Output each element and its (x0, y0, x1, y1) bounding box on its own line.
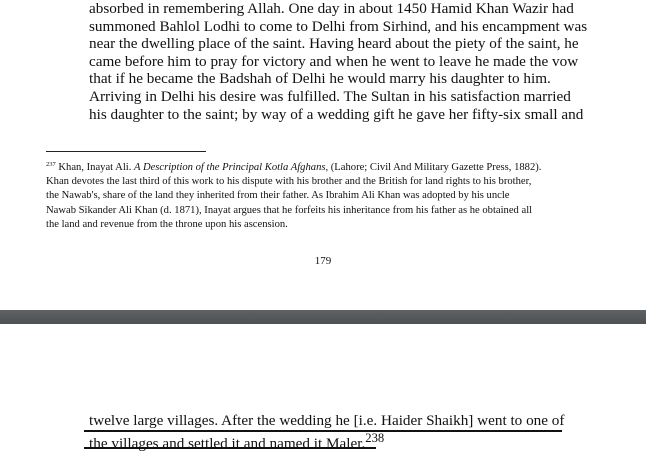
footnote-separator (46, 151, 206, 152)
continued-line: twelve large villages. After the wedding he [i.e. Haider Shaikh] went to one of (89, 412, 565, 429)
body-line: that if he became the Badshah of Delhi he would marry his daughter to him. (89, 70, 551, 88)
footnote-line: Khan devotes the last third of this work to his dispute with his brother and the British for land rights to his brother, (46, 176, 532, 188)
body-line: summoned Bahlol Lodhi to come to Delhi from Sirhind, and his encampment was (89, 17, 588, 35)
body-line: his daughter to the saint; by way of a wedding gift he gave her fifty-six small and (89, 105, 584, 123)
footnote-publisher: , (Lahore; Civil And Military Gazette Press, 1882). (325, 162, 542, 173)
footnote-author: Khan, Inayat Ali. (55, 162, 135, 173)
footnote-number: 237 (46, 161, 56, 168)
footnote-line: the land and revenue from the throne upon his ascension. (46, 218, 288, 230)
footnote-reference: 238 (365, 430, 385, 445)
body-line: absorbed in remembering Allah. One day in about 1450 Hamid Khan Wazir had (89, 0, 574, 17)
footnote-line: the Nawab's, share of the land they inherited from their father. As Ibrahim Ali Khan was adopted by his uncle (46, 190, 510, 202)
underline-mark (84, 447, 376, 449)
body-line: near the dwelling place of the saint. Having heard about the piety of the saint, he (89, 35, 579, 53)
page-separator (0, 310, 646, 324)
continued-paragraph (89, 412, 569, 452)
continued-line-text: the villages and settled it and named it Maler. (89, 434, 366, 452)
page-number: 179 (314, 255, 332, 267)
footnote-line (46, 158, 616, 175)
footnote-line: Nawab Sikander Ali Khan (d. 1871), Inayat argues that he forfeits his inheritance from his father as he obtained all (46, 204, 533, 216)
footnote-title: A Description of the Principal Kotla Afghans (134, 162, 326, 173)
body-paragraph (89, 0, 589, 123)
body-line: came before him to pray for victory and when he went to leave he made the vow (89, 52, 579, 70)
body-line: Arriving in Delhi his desire was fulfilled. The Sultan in his satisfaction married (89, 87, 571, 105)
footnote-237 (46, 158, 616, 232)
underline-mark (84, 430, 562, 432)
